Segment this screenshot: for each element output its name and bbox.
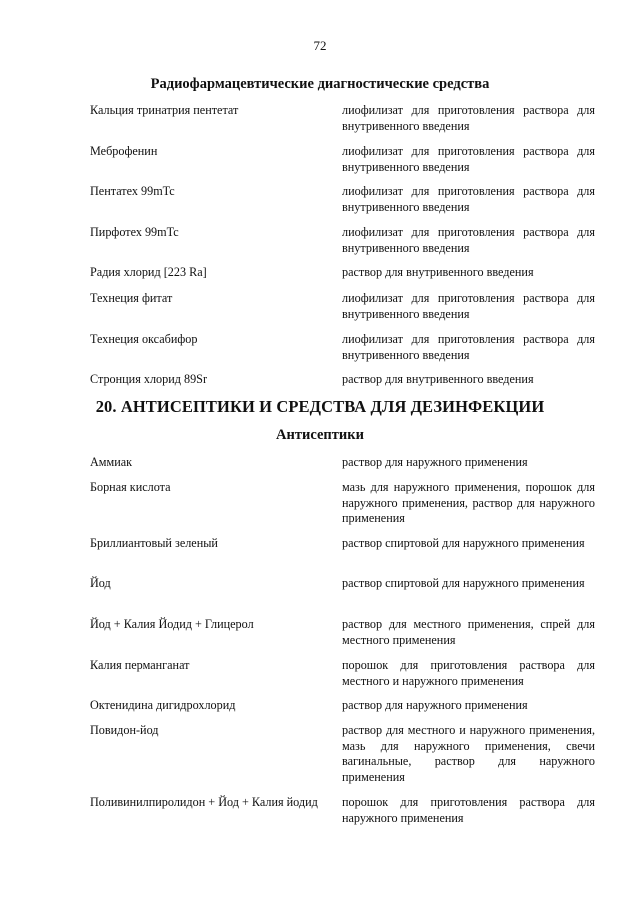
dosage-form: раствор для наружного применения bbox=[342, 698, 528, 712]
drug-name: Калия перманганат bbox=[90, 658, 190, 672]
drug-name: Аммиак bbox=[90, 455, 133, 469]
dosage-form: мазь для наружного применения, порошок для наружного применения, раствор для наружного применения bbox=[342, 480, 595, 525]
dosage-form: раствор для местного и наружного применения, мазь для наружного применения, свечи вагинальные, раствор для наружного применения bbox=[342, 723, 595, 784]
dosage-form: раствор спиртовой для наружного применения bbox=[342, 576, 585, 590]
dosage-form: порошок для приготовления раствора для наружного применения bbox=[342, 795, 595, 825]
drug-name: Пентатех 99mTc bbox=[90, 184, 175, 198]
dosage-form: лиофилизат для приготовления раствора для внутривенного введения bbox=[342, 184, 595, 214]
drug-name: Борная кислота bbox=[90, 480, 171, 494]
drug-name: Меброфенин bbox=[90, 144, 158, 158]
dosage-form: раствор для внутривенного введения bbox=[342, 372, 534, 386]
drug-name: Повидон-йод bbox=[90, 723, 159, 737]
dosage-form: лиофилизат для приготовления раствора для внутривенного введения bbox=[342, 144, 595, 174]
drug-name: Йод bbox=[90, 576, 111, 590]
section-title-radiopharm: Радиофармацевтические диагностические средства bbox=[150, 76, 490, 92]
drug-name: Бриллиантовый зеленый bbox=[90, 536, 218, 550]
dosage-form: раствор спиртовой для наружного применения bbox=[342, 536, 585, 550]
drug-name: Технеция фитат bbox=[90, 291, 173, 305]
drug-name: Октенидина дигидрохлорид bbox=[90, 698, 236, 712]
dosage-form: раствор для местного применения, спрей для местного применения bbox=[342, 617, 595, 647]
drug-name: Кальция тринатрия пентетат bbox=[90, 103, 239, 117]
page-number: 72 bbox=[313, 38, 327, 53]
dosage-form: порошок для приготовления раствора для местного и наружного применения bbox=[342, 658, 595, 688]
drug-name: Поливинилпиролидон + Йод + Калия йодид bbox=[90, 795, 318, 809]
dosage-form: раствор для внутривенного введения bbox=[342, 265, 534, 279]
dosage-form: лиофилизат для приготовления раствора для внутривенного введения bbox=[342, 291, 595, 321]
chapter-title: 20. АНТИСЕПТИКИ И СРЕДСТВА ДЛЯ ДЕЗИНФЕКЦИИ bbox=[95, 397, 545, 416]
dosage-form: лиофилизат для приготовления раствора для внутривенного введения bbox=[342, 225, 595, 255]
drug-name: Пирфотех 99mTc bbox=[90, 225, 179, 239]
drug-name: Стронция хлорид 89Sr bbox=[90, 372, 208, 386]
dosage-form: лиофилизат для приготовления раствора для внутривенного введения bbox=[342, 332, 595, 362]
drug-name: Радия хлорид [223 Ra] bbox=[90, 265, 207, 279]
dosage-form: раствор для наружного применения bbox=[342, 455, 528, 469]
dosage-form: лиофилизат для приготовления раствора для внутривенного введения bbox=[342, 103, 595, 133]
section-title-antiseptics: Антисептики bbox=[276, 427, 364, 443]
drug-name: Йод + Калия Йодид + Глицерол bbox=[90, 617, 254, 631]
drug-name: Технеция оксабифор bbox=[90, 332, 198, 346]
